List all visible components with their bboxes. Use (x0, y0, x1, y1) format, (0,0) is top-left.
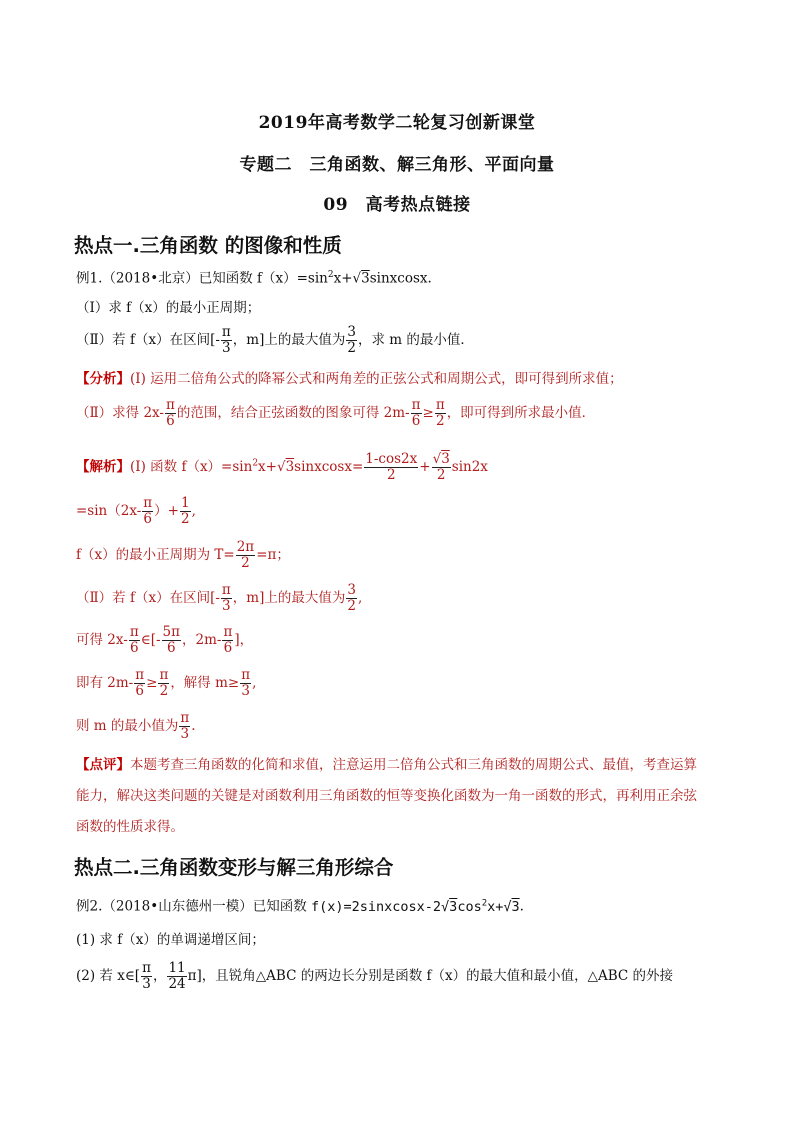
analysis-line1: 【分析】(Ⅰ) 运用二倍角公式的降幂公式和两角差的正弦公式和周期公式，即可得到所求值； (76, 371, 623, 387)
section1-heading: 热点一.三角函数 的图像和性质 (74, 234, 342, 257)
example2-question1: (1) 求 f（x）的单调递增区间； (76, 932, 265, 948)
topic-subtitle: 专题二 三角函数、解三角形、平面向量 (239, 155, 555, 175)
example1-stem: 例1.（2018•北京）已知函数 $f(x)=\sin^2x+√3sinxcosx$. (76, 270, 432, 287)
solution-line6: 即有 2m- $\frac{\pi}{6}$ ≥ $\frac{\pi}{2}$ ，解得 m≥ $\frac{\pi}{3}$ , (76, 667, 257, 699)
document-title: 2019年高考数学二轮复习创新课堂 (258, 113, 536, 133)
comment-line1: 【点评】本题考查三角函数的化简和求值，注意运用二倍角公式和三角函数的周期公式、最值，考查运算 (76, 757, 697, 773)
solution-tag: 【解析】 (76, 459, 130, 475)
example2-question2: (2) 若 x∈[ $\frac{\pi}{3}$ ， $\frac{11}{24}$ π]，且锐角△ABC 的两边长分别是函数 f（x）的最大值和最小值，△ABC 的外接 (76, 960, 674, 992)
comment-line3: 函数的性质求得。 (76, 819, 184, 835)
example2-stem: 例2.（2018•山东德州一模）已知函数 $f(x)=2sinxcosx-2√3\cos^2x+√3$. (76, 898, 524, 915)
lesson-title: 09 高考热点链接 (323, 195, 471, 215)
analysis-line2: （Ⅱ）求得 2x- $\frac{\pi}{6}$ 的范围，结合正弦函数的图象可得 2m- $\frac{\pi}{6}$ ≥ $\frac{\pi}{2}$ ，即可得到所求最小值． (76, 397, 596, 429)
solution-line4: （Ⅱ）若 f（x）在区间[- $\frac{\pi}{3}$ ，m]上的最大值为 $\frac{3}{2}$ , (76, 582, 363, 614)
comment-tag: 【点评】 (76, 757, 130, 773)
solution-line1: 【解析】(Ⅰ) 函数 $f(x)=\sin^2x+√3sinxcosx=$ $\frac{1-\cos 2x}{2}$ + $\frac{√3}{2}$ sin2x (76, 451, 488, 483)
section2-heading: 热点二.三角函数变形与解三角形综合 (74, 856, 394, 879)
analysis-tag: 【分析】 (76, 371, 130, 387)
solution-line7: 则 m 的最小值为 $\frac{\pi}{3}$ . (76, 710, 196, 742)
example1-question2: （Ⅱ）若 f（x）在区间[- $\frac{\pi}{3}$ ，m]上的最大值为 $\frac{3}{2}$ ，求 m 的最小值． (76, 324, 474, 356)
solution-line2: =sin（2x- $\frac{\pi}{6}$ ）+ $\frac{1}{2}$ , (76, 495, 196, 527)
comment-line2: 能力，解决这类问题的关键是对函数利用三角函数的恒等变换化函数为一角一函数的形式，再利用正余弦 (76, 788, 697, 804)
example1-question1: （Ⅰ）求 f（x）的最小正周期； (76, 300, 261, 316)
solution-line5: 可得 2x- $\frac{\pi}{6}$ ∈[- $\frac{5\pi}{6}$ ，2m- $\frac{\pi}{6}$ ]， (76, 624, 254, 656)
solution-line3: f（x）的最小正周期为 T= $\frac{2\pi}{2}$ =π； (76, 539, 290, 571)
